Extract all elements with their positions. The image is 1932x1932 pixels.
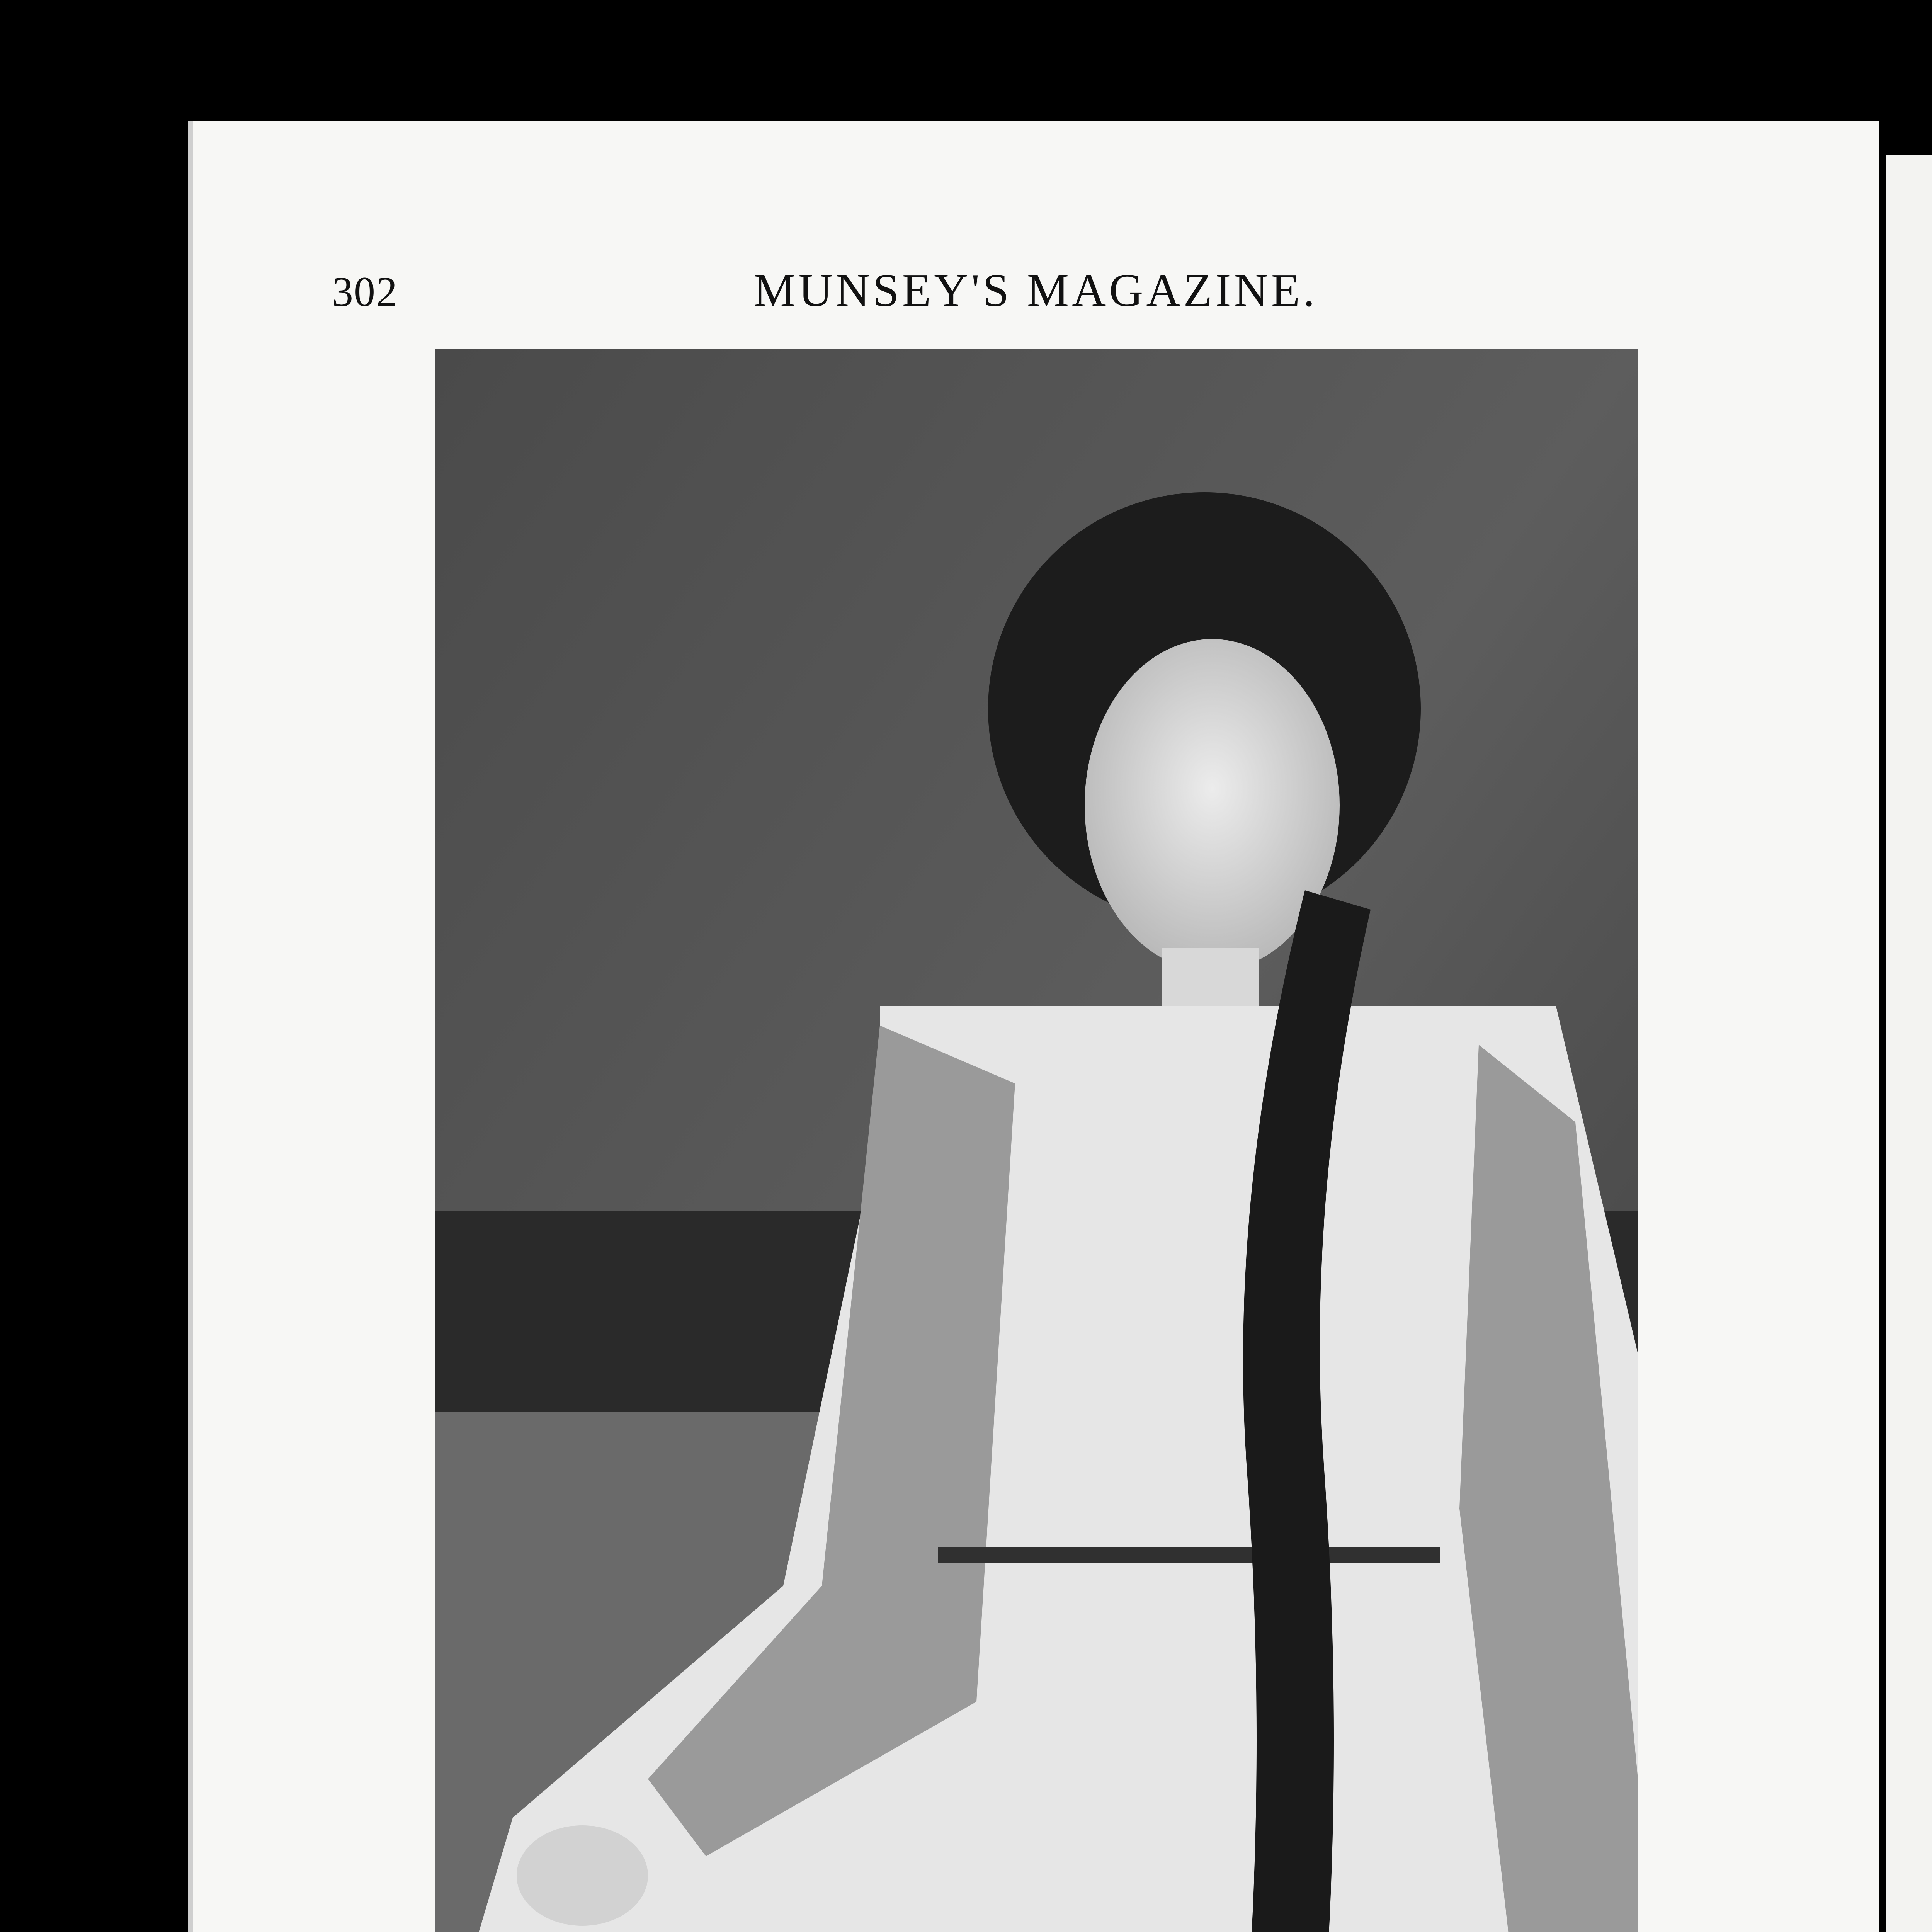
running-head: MUNSEY'S MAGAZINE. — [753, 264, 1318, 316]
facing-page-edge — [1886, 155, 1932, 1932]
magazine-page — [188, 121, 1879, 1932]
portrait-image — [435, 349, 1638, 1932]
page-number: 302 — [332, 268, 398, 315]
portrait-photograph — [435, 349, 1638, 1932]
